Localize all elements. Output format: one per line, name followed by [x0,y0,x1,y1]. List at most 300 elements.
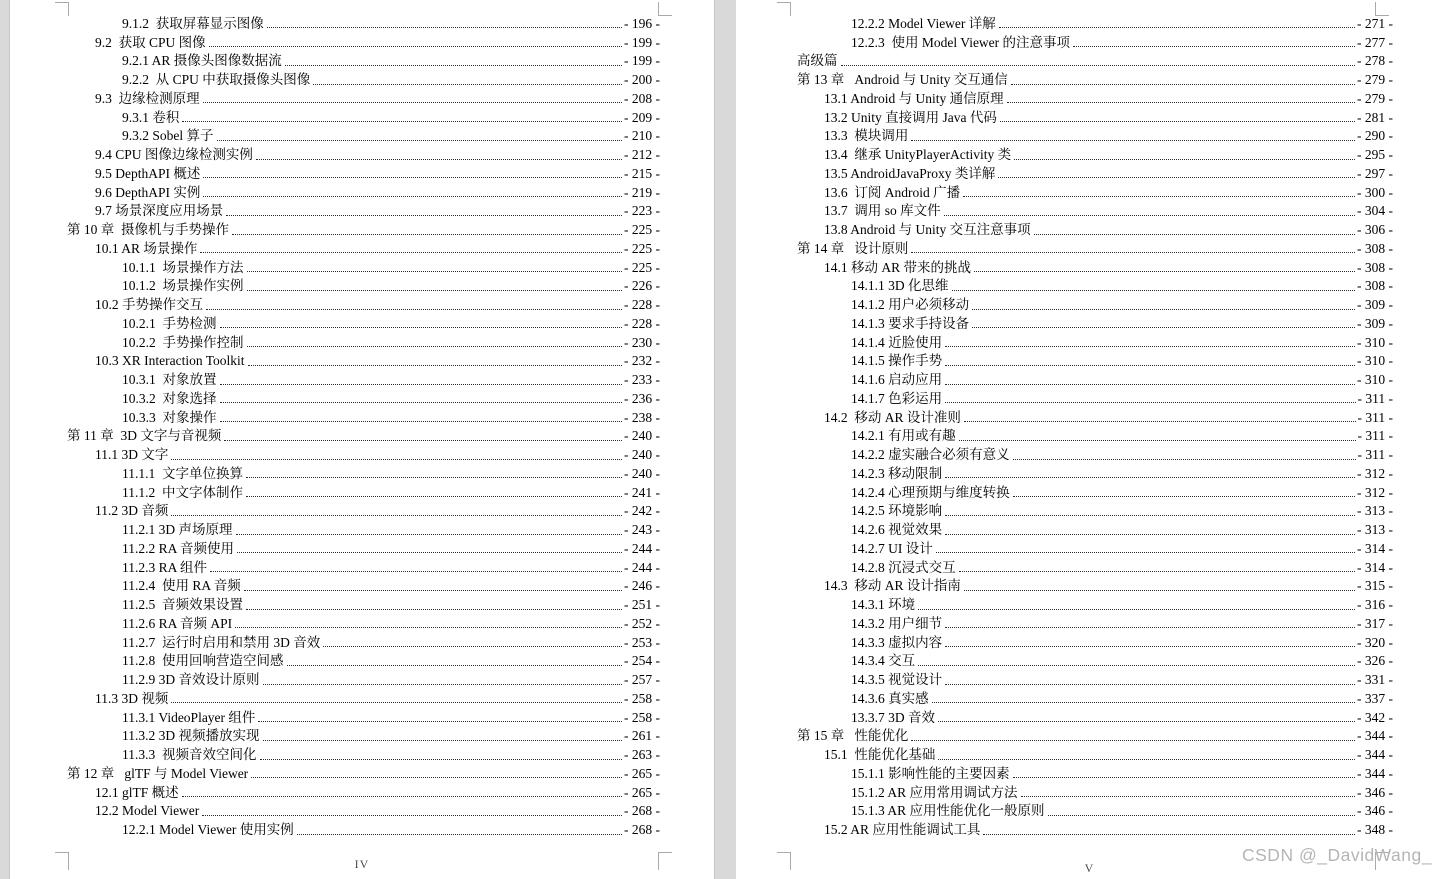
toc-entry[interactable] [10,632,714,651]
toc-entry[interactable] [10,688,714,707]
toc-entry-page: - 223 - [624,203,660,219]
toc-entry[interactable] [10,107,714,126]
toc-entry[interactable] [736,88,1443,107]
dot-leader [224,440,622,441]
toc-entry-page: - 251 - [624,597,660,612]
toc-entry[interactable] [10,763,714,782]
toc-entry[interactable] [10,482,714,501]
dot-leader [285,65,622,66]
toc-entry[interactable] [10,594,714,613]
dot-leader [944,215,1355,216]
toc-entry[interactable] [10,313,714,332]
dot-leader [236,534,623,535]
toc-entry[interactable] [736,688,1443,707]
toc-entry-title: 10.2.2 手势操作控制 [122,334,244,350]
toc-entry-page: - 215 - [624,165,660,181]
toc-entry[interactable] [736,632,1443,651]
toc-entry-page: - 290 - [1357,128,1393,144]
toc-entry-page: - 228 - [624,297,660,312]
toc-entry-title: 14.2.8 沉浸式交互 [851,559,956,575]
toc-entry-title: 14.1.3 要求手持设备 [851,315,970,331]
toc-entry[interactable] [736,182,1443,201]
toc-entry[interactable] [736,613,1443,632]
toc-entry[interactable] [10,294,714,313]
dot-leader [959,440,1356,441]
toc-entry-page: - 281 - [1357,109,1393,125]
toc-entry-title: 9.7 场景深度应用场景 [95,203,224,219]
toc-entry[interactable] [736,519,1443,538]
toc-entry[interactable] [736,594,1443,613]
toc-entry[interactable] [10,519,714,538]
toc-entry-title: 10.3 XR Interaction Toolkit [95,353,245,369]
toc-entry-title: 13.7 调用 so 库文件 [824,203,941,219]
toc-entry-title: 12.2.2 Model Viewer 详解 [851,15,996,31]
toc-entry-title: 14.3.6 真实感 [851,690,929,706]
toc-entry[interactable] [736,276,1443,295]
toc-entry-page: - 225 - [624,259,660,275]
toc-entry-title: 11.2.9 3D 音效设计原则 [122,672,260,687]
toc-entry-page: - 228 - [624,315,660,331]
toc-entry-title: 12.2 Model Viewer [95,803,200,819]
toc-entry-title: 14.2.5 环境影响 [851,503,943,519]
dot-leader [1014,159,1355,160]
dot-leader [248,365,622,366]
toc-entry[interactable] [10,69,714,88]
toc-entry-page: - 344 - [1357,765,1393,781]
toc-entry-page: - 254 - [624,653,660,669]
dot-leader [323,646,622,647]
toc-entry[interactable] [736,351,1443,370]
toc-entry-title: 12.1 glTF 概述 [95,784,179,800]
toc-entry-title: 13.3.7 3D 音效 [851,709,935,725]
dot-leader [974,271,1355,272]
toc-entry-title: 14.3.1 环境 [851,597,916,612]
page-right [736,0,1443,879]
dot-leader [182,121,622,122]
toc-list-right [736,13,1443,838]
toc-entry-page: - 261 - [624,728,660,744]
toc-entry-title: 11.2.1 3D 声场原理 [122,522,233,537]
dot-leader [209,46,622,47]
toc-entry[interactable] [10,613,714,632]
toc-entry[interactable] [736,744,1443,763]
toc-entry-title: 12.2.1 Model Viewer 使用实例 [122,822,294,837]
toc-entry-page: - 258 - [624,690,660,706]
toc-entry[interactable] [10,744,714,763]
toc-entry-page: - 240 - [624,465,660,481]
toc-entry-title: 14.1.6 启动应用 [851,372,943,387]
toc-entry-page: - 311 - [1357,390,1393,406]
toc-entry[interactable] [10,351,714,370]
toc-entry-page: - 309 - [1357,315,1393,331]
dot-leader [983,834,1355,835]
toc-entry-title: 13.3 模块调用 [824,128,909,144]
toc-entry[interactable] [10,126,714,145]
toc-entry-page: - 310 - [1357,372,1393,387]
toc-entry-page: - 278 - [1357,53,1393,69]
toc-entry[interactable] [736,238,1443,257]
toc-entry[interactable] [736,294,1443,313]
toc-entry-page: - 337 - [1357,690,1393,706]
toc-entry[interactable] [736,501,1443,520]
dot-leader [210,571,622,572]
toc-entry[interactable] [10,782,714,801]
toc-entry-title: 第 15 章 性能优化 [797,728,909,744]
dot-leader [1034,234,1355,235]
toc-entry-title: 14.2.6 视觉效果 [851,522,943,537]
dot-leader [945,627,1355,628]
toc-entry-title: 11.2.6 RA 音频 API [122,615,233,631]
dot-leader [1013,496,1355,497]
page-number-left: IV [354,857,370,871]
toc-entry-page: - 331 - [1357,672,1393,687]
toc-entry-title: 9.5 DepthAPI 概述 [95,165,201,181]
toc-entry-page: - 313 - [1357,503,1393,519]
toc-entry[interactable] [736,257,1443,276]
toc-entry-title: 14.2.4 心理预期与维度转换 [851,484,1010,500]
toc-entry[interactable] [10,557,714,576]
toc-entry-title: 13.5 AndroidJavaProxy 类详解 [824,165,996,181]
toc-entry[interactable] [10,257,714,276]
toc-entry-title: 11.2 3D 音频 [95,503,169,519]
toc-entry[interactable] [736,332,1443,351]
toc-entry-title: 11.1 3D 文字 [95,447,169,462]
dot-leader [251,777,622,778]
toc-entry-page: - 212 - [624,147,660,162]
toc-entry[interactable] [736,369,1443,388]
dot-leader [972,327,1355,328]
dot-leader [263,740,623,741]
dot-leader [945,534,1355,535]
toc-entry[interactable] [10,219,714,238]
toc-entry[interactable] [10,182,714,201]
toc-entry-title: 10.1 AR 场景操作 [95,240,198,256]
toc-entry[interactable] [10,32,714,51]
toc-entry[interactable] [10,538,714,557]
toc-entry-page: - 268 - [624,822,660,837]
dot-leader [260,759,623,760]
toc-entry-title: 14.1.2 用户必须移动 [851,297,970,312]
dot-leader [263,684,623,685]
toc-entry[interactable] [736,557,1443,576]
toc-entry-title: 第 14 章 设计原则 [797,240,909,256]
toc-entry-page: - 344 - [1357,728,1393,744]
toc-entry-page: - 200 - [624,72,660,87]
toc-entry-page: - 308 - [1357,259,1393,275]
page-number-right: V [1084,861,1095,875]
toc-entry-title: 第 11 章 3D 文字与音视频 [67,428,222,444]
dot-leader [246,496,622,497]
dot-leader [964,421,1356,422]
toc-entry[interactable] [10,369,714,388]
toc-entry-title: 10.2 手势操作交互 [95,297,203,312]
toc-entry-page: - 313 - [1357,522,1393,537]
toc-entry-title: 14.1.1 3D 化思维 [851,278,949,294]
toc-entry-title: 13.1 Android 与 Unity 通信原理 [824,90,1004,106]
toc-entry-page: - 209 - [624,109,660,125]
toc-entry[interactable] [10,576,714,595]
toc-entry-page: - 258 - [624,709,660,725]
dot-leader [1073,46,1355,47]
toc-entry[interactable] [10,651,714,670]
dot-leader [232,234,622,235]
toc-entry-title: 13.8 Android 与 Unity 交互注意事项 [824,222,1031,237]
toc-entry-title: 11.2.2 RA 音频使用 [122,540,235,556]
window-left-gutter [0,0,10,879]
toc-entry-page: - 310 - [1357,353,1393,369]
toc-entry-page: - 265 - [624,765,660,781]
dot-leader [918,609,1355,610]
toc-entry-title: 13.4 继承 UnityPlayerActivity 类 [824,147,1012,162]
toc-entry[interactable] [10,144,714,163]
dot-leader [1007,102,1355,103]
toc-entry-page: - 208 - [624,90,660,106]
toc-entry-page: - 348 - [1357,822,1393,837]
dot-leader [287,665,623,666]
toc-entry-page: - 317 - [1357,615,1393,631]
toc-entry-page: - 196 - [624,15,660,31]
dot-leader [918,665,1355,666]
toc-entry[interactable] [10,388,714,407]
toc-entry-title: 14.3 移动 AR 设计指南 [824,578,961,594]
toc-entry[interactable] [10,801,714,820]
toc-entry-title: 15.1 性能优化基础 [824,747,936,762]
toc-entry-title: 9.3 边缘检测原理 [95,90,200,106]
toc-entry-page: - 265 - [624,784,660,800]
dot-leader [1048,815,1355,816]
dot-leader [841,65,1356,66]
toc-entry-title: 9.6 DepthAPI 实例 [95,184,201,200]
dot-leader [952,290,1356,291]
dot-leader [911,140,1355,141]
toc-entry[interactable] [736,763,1443,782]
toc-entry[interactable] [736,444,1443,463]
toc-entry-title: 11.3.1 VideoPlayer 组件 [122,709,256,725]
dot-leader [258,721,622,722]
toc-entry-title: 14.1.4 近脸使用 [851,334,943,350]
toc-entry-title: 9.3.2 Sobel 算子 [122,128,214,144]
toc-entry[interactable] [736,201,1443,220]
toc-entry-title: 11.2.3 RA 组件 [122,559,208,575]
toc-entry[interactable] [10,444,714,463]
toc-entry[interactable] [10,163,714,182]
toc-entry-title: 11.2.5 音频效果设置 [122,597,243,612]
toc-entry[interactable] [10,13,714,32]
toc-entry-page: - 210 - [624,128,660,144]
toc-entry[interactable] [10,726,714,745]
toc-entry-page: - 238 - [624,409,660,425]
toc-entry-title: 10.2.1 手势检测 [122,315,217,331]
toc-entry[interactable] [736,819,1443,838]
toc-entry-title: 10.3.3 对象操作 [122,409,217,425]
toc-entry-title: 14.2.7 UI 设计 [851,540,933,556]
toc-entry-page: - 199 - [624,34,660,50]
toc-entry-page: - 257 - [624,672,660,687]
dot-leader [945,646,1355,647]
dot-leader [313,84,622,85]
toc-entry[interactable] [736,107,1443,126]
toc-entry[interactable] [10,332,714,351]
toc-entry-title: 15.1.2 AR 应用常用调试方法 [851,784,1018,800]
dot-leader [1011,84,1355,85]
dot-leader [246,609,622,610]
toc-entry[interactable] [736,707,1443,726]
toc-entry-page: - 244 - [624,559,660,575]
toc-entry-title: 11.2.8 使用回响营造空间感 [122,653,284,669]
toc-entry[interactable] [10,707,714,726]
watermark: CSDN @_DavidWang_ [1242,845,1432,865]
toc-entry-title: 9.2.2 从 CPU 中获取摄像头图像 [122,72,311,87]
dot-leader [267,27,622,28]
toc-entry-page: - 311 - [1357,447,1393,462]
toc-entry[interactable] [736,407,1443,426]
toc-entry-title: 11.3 3D 视频 [95,690,169,706]
toc-entry[interactable] [10,819,714,838]
dot-leader [911,740,1355,741]
toc-entry[interactable] [736,313,1443,332]
toc-entry-page: - 277 - [1357,34,1393,50]
dot-leader [945,365,1355,366]
toc-entry-page: - 225 - [624,222,660,237]
toc-entry-title: 11.3.2 3D 视频播放实现 [122,728,260,744]
toc-entry[interactable] [736,219,1443,238]
toc-entry[interactable] [736,13,1443,32]
toc-entry[interactable] [736,463,1443,482]
dot-leader [220,402,623,403]
toc-entry[interactable] [736,388,1443,407]
dot-leader [244,590,622,591]
toc-entry-title: 14.1.7 色彩运用 [851,390,943,406]
toc-entry-page: - 320 - [1357,634,1393,650]
toc-entry[interactable] [10,463,714,482]
toc-entry[interactable] [10,88,714,107]
toc-entry[interactable] [736,538,1443,557]
toc-entry-title: 15.1.1 影响性能的主要因素 [851,765,1010,781]
toc-entry[interactable] [736,144,1443,163]
dot-leader [246,477,622,478]
dot-leader [1013,459,1356,460]
toc-entry-title: 9.2 获取 CPU 图像 [95,34,206,50]
toc-entry[interactable] [736,576,1443,595]
toc-entry-page: - 344 - [1357,747,1393,762]
toc-entry-page: - 279 - [1357,72,1393,87]
toc-entry[interactable] [736,32,1443,51]
dot-leader [217,140,622,141]
toc-entry[interactable] [736,669,1443,688]
toc-entry[interactable] [736,51,1443,70]
toc-entry[interactable] [10,669,714,688]
toc-entry[interactable] [10,407,714,426]
toc-entry-page: - 326 - [1357,653,1393,669]
toc-entry-title: 14.3.5 视觉设计 [851,672,943,687]
toc-entry-page: - 263 - [624,747,660,762]
toc-entry[interactable] [736,126,1443,145]
toc-entry-page: - 342 - [1357,709,1393,725]
toc-entry-page: - 297 - [1357,165,1393,181]
dot-leader [911,252,1355,253]
toc-entry[interactable] [10,201,714,220]
toc-entry-page: - 233 - [624,372,660,387]
dot-leader [247,271,623,272]
dot-leader [938,759,1355,760]
dot-leader [998,177,1355,178]
dot-leader [200,252,622,253]
toc-entry[interactable] [10,238,714,257]
toc-entry[interactable] [10,276,714,295]
toc-entry[interactable] [736,651,1443,670]
dot-leader [999,27,1355,28]
dot-leader [220,421,623,422]
toc-entry-page: - 314 - [1357,559,1393,575]
toc-entry-title: 14.3.3 虚拟内容 [851,634,943,650]
dot-leader [964,590,1355,591]
toc-entry-page: - 306 - [1357,222,1393,237]
toc-entry-title: 11.3.3 视频音效空间化 [122,747,257,762]
toc-entry[interactable] [736,482,1443,501]
toc-entry-page: - 308 - [1357,278,1393,294]
toc-entry-page: - 315 - [1357,578,1393,594]
dot-leader [182,796,622,797]
toc-entry-page: - 219 - [624,184,660,200]
toc-entry-title: 9.3.1 卷积 [122,109,180,125]
toc-entry[interactable] [10,426,714,445]
toc-entry-title: 9.2.1 AR 摄像头图像数据流 [122,53,282,69]
toc-entry-title: 14.2.2 虚实融合必须有意义 [851,447,1010,462]
dot-leader [247,346,623,347]
toc-entry-page: - 253 - [624,634,660,650]
dot-leader [203,102,622,103]
toc-entry-page: - 312 - [1357,484,1393,500]
dot-leader [945,384,1355,385]
toc-entry-title: 10.3.2 对象选择 [122,390,217,406]
toc-entry-title: 14.1 移动 AR 带来的挑战 [824,259,972,275]
toc-entry-page: - 243 - [624,522,660,537]
toc-entry-title: 14.1.5 操作手势 [851,353,943,369]
toc-entry[interactable] [10,51,714,70]
toc-entry[interactable] [10,501,714,520]
toc-entry-title: 14.2.1 有用或有趣 [851,428,956,444]
toc-entry-page: - 240 - [624,447,660,462]
dot-leader [959,571,1355,572]
page-left [10,0,714,879]
toc-entry[interactable] [736,801,1443,820]
toc-entry-page: - 304 - [1357,203,1393,219]
toc-entry-page: - 252 - [624,615,660,631]
dot-leader [203,177,622,178]
toc-entry-page: - 346 - [1357,803,1393,819]
toc-entry[interactable] [736,163,1443,182]
toc-entry-title: 14.2 移动 AR 设计准则 [824,409,961,425]
toc-entry-page: - 312 - [1357,465,1393,481]
dot-leader [256,159,622,160]
toc-entry[interactable] [736,782,1443,801]
toc-entry-title: 15.2 AR 应用性能调试工具 [824,822,981,837]
dot-leader [206,309,622,310]
toc-entry-page: - 230 - [624,334,660,350]
dot-leader [226,215,622,216]
toc-list-left [10,13,714,838]
toc-entry-page: - 242 - [624,503,660,519]
toc-entry-title: 14.3.4 交互 [851,653,916,669]
dot-leader [220,327,623,328]
toc-entry[interactable] [736,726,1443,745]
toc-entry-page: - 279 - [1357,90,1393,106]
dot-leader [171,515,622,516]
toc-entry[interactable] [736,426,1443,445]
dot-leader [932,702,1355,703]
toc-entry-title: 15.1.3 AR 应用性能优化一般原则 [851,803,1045,819]
toc-entry[interactable] [736,69,1443,88]
